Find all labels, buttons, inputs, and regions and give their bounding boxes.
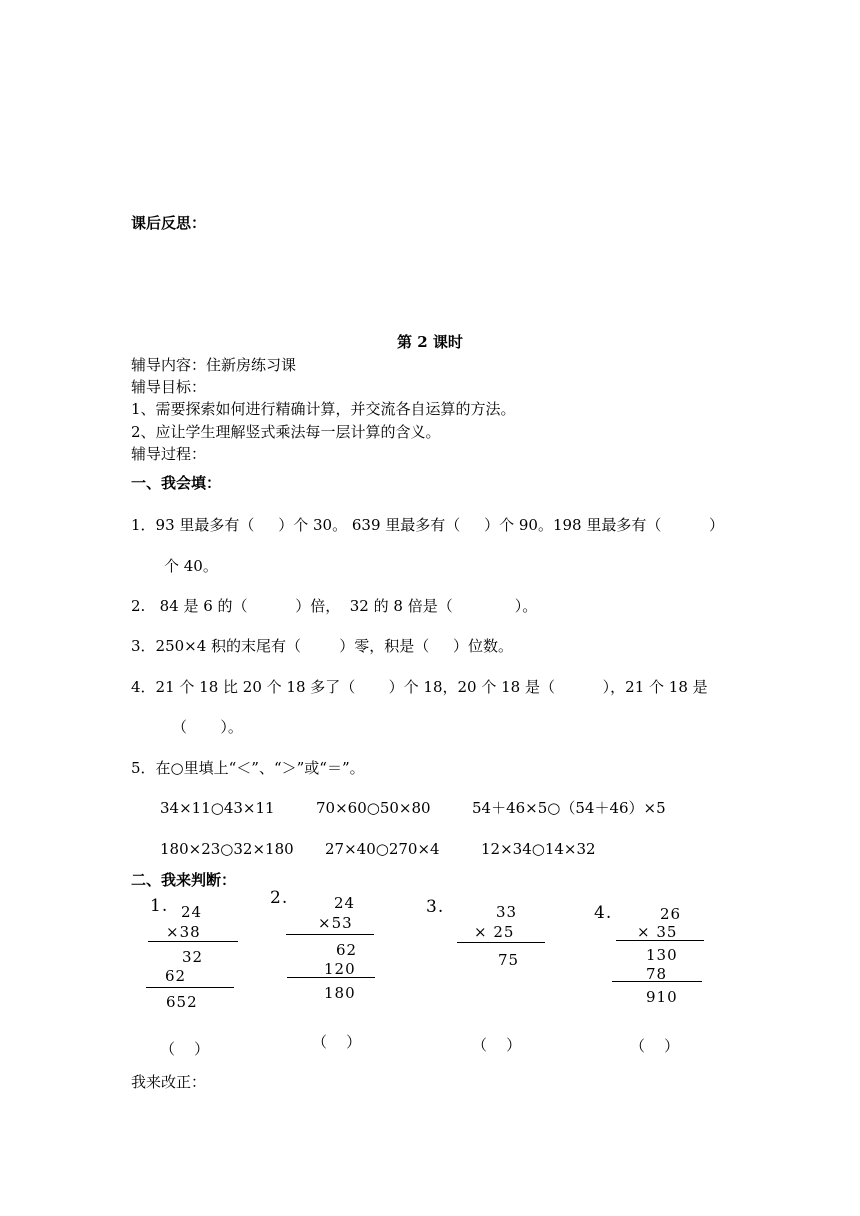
question-3: 3．250×4 积的末尾有（ ）零，积是（ ）位数。 xyxy=(131,637,514,655)
question-4-cont: （ ）。 xyxy=(172,718,243,736)
problem-number: 2. xyxy=(270,888,289,908)
result: 75 xyxy=(498,951,520,969)
compare-item: 70×60○50×80 xyxy=(316,799,431,817)
partial-product: 32 xyxy=(182,948,204,966)
question-2: 2. 84 是 6 的（ ）倍， 32 的 8 倍是（ ）。 xyxy=(131,597,538,615)
compare-item: 12×34○14×32 xyxy=(481,840,596,858)
process-label: 辅导过程： xyxy=(131,445,207,463)
compare-item: 54＋46×5○（54＋46）×5 xyxy=(472,799,666,817)
compare-item: 27×40○270×4 xyxy=(325,840,440,858)
content-line: 辅导内容：住新房练习课 xyxy=(131,356,297,374)
rule xyxy=(286,934,374,935)
question-1-cont: 个 40。 xyxy=(164,557,218,575)
multiplicand: 26 xyxy=(660,905,682,923)
answer-paren: （ ） xyxy=(160,1040,210,1058)
result: 910 xyxy=(646,988,678,1006)
section-title: 二、我来判断： xyxy=(131,871,237,889)
multiplicand: 24 xyxy=(181,903,203,921)
multiplicand: 24 xyxy=(334,894,356,912)
partial-product: 78 xyxy=(646,965,668,983)
answer-paren: （ ） xyxy=(312,1033,362,1051)
correct-label: 我来改正： xyxy=(131,1073,207,1091)
problem-number: 1. xyxy=(150,896,169,916)
rule xyxy=(612,981,702,982)
reflection-heading: 课后反思： xyxy=(131,214,207,232)
partial-product: 62 xyxy=(165,967,187,985)
compare-item: 180×23○32×180 xyxy=(160,840,294,858)
multiplicand: 33 xyxy=(496,903,518,921)
rule xyxy=(148,941,238,942)
result: 652 xyxy=(166,993,198,1011)
question-1: 1．93 里最多有（ ）个 30。 639 里最多有（ ）个 90。198 里最多有（ ） xyxy=(131,516,725,534)
multiplier: ×38 xyxy=(166,923,201,941)
answer-paren: （ ） xyxy=(630,1037,680,1055)
lesson-title: 第 2 课时 xyxy=(397,333,463,351)
multiplier: × 35 xyxy=(637,923,678,941)
compare-item: 34×11○43×11 xyxy=(160,799,275,817)
rule xyxy=(457,942,545,943)
answer-paren: （ ） xyxy=(472,1036,522,1054)
problem-number: 3. xyxy=(426,897,445,917)
rule xyxy=(616,940,704,941)
multiplier: × 25 xyxy=(474,923,515,941)
partial-product: 62 xyxy=(336,941,358,959)
problem-number: 4. xyxy=(594,903,613,923)
goal-label: 辅导目标： xyxy=(131,378,207,396)
goal-item: 1、需要探索如何进行精确计算，并交流各自运算的方法。 xyxy=(131,400,516,418)
multiplier: ×53 xyxy=(318,914,353,932)
question-4: 4．21 个 18 比 20 个 18 多了（ ）个 18，20 个 18 是（ ），21 个 18 是 xyxy=(131,678,708,696)
rule xyxy=(287,977,375,978)
partial-product: 130 xyxy=(646,946,678,964)
section-title: 一、我会填： xyxy=(131,474,222,492)
result: 180 xyxy=(324,984,356,1002)
goal-item: 2、应让学生理解竖式乘法每一层计算的含义。 xyxy=(131,423,441,441)
question-5: 5．在○里填上“＜”、“＞”或“＝”。 xyxy=(131,759,365,777)
partial-product: 120 xyxy=(324,960,356,978)
rule xyxy=(146,987,234,988)
